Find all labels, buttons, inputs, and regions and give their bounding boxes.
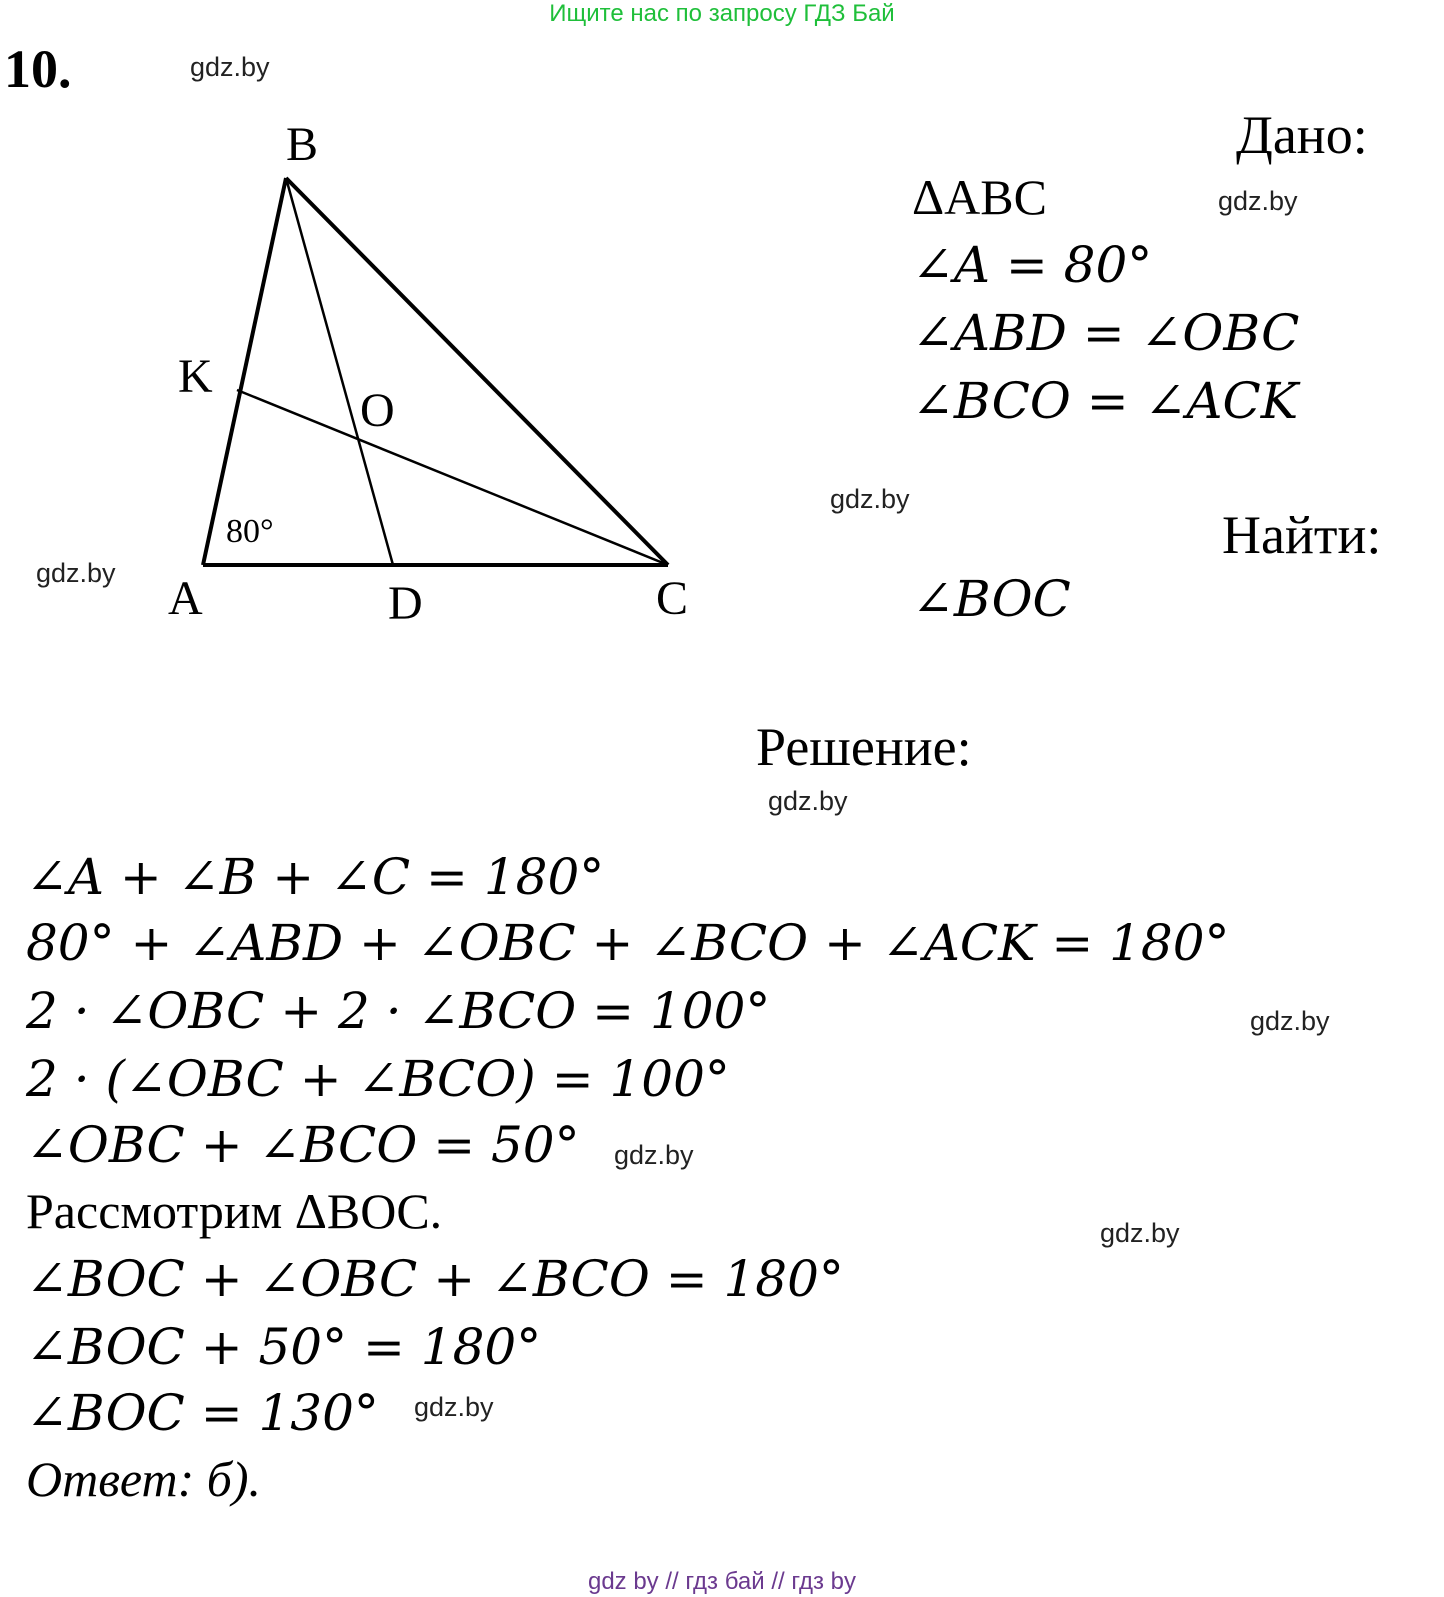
solution-line-7: ∠BOC + ∠OBC + ∠BCO = 180° xyxy=(26,1250,844,1308)
segment-bd xyxy=(286,178,393,565)
watermark: gdz.by xyxy=(1218,186,1298,216)
vertex-label-c: C xyxy=(656,572,689,625)
triangle-figure xyxy=(160,120,720,640)
watermark: gdz.by xyxy=(1100,1218,1180,1248)
given-line-angle-a: ∠A = 80° xyxy=(912,236,1153,294)
solution-line-9: ∠BOC = 130° xyxy=(26,1384,379,1442)
solution-line-3: 2 · ∠OBC + 2 · ∠BCO = 100° xyxy=(26,982,771,1040)
vertex-label-d: D xyxy=(388,577,423,630)
solution-title: Решение: xyxy=(756,717,972,777)
solution-line-2: 80° + ∠ABD + ∠OBC + ∠BCO + ∠ACK = 180° xyxy=(26,914,1230,972)
segment-ck xyxy=(237,390,668,565)
watermark: gdz.by xyxy=(614,1140,694,1170)
watermark: gdz.by xyxy=(190,52,270,82)
find-target: ∠BOC xyxy=(912,570,1071,628)
solution-line-5: ∠OBC + ∠BCO = 50° xyxy=(26,1116,580,1174)
watermark: gdz.by xyxy=(830,484,910,514)
solution-line-4: 2 · (∠OBC + ∠BCO) = 100° xyxy=(26,1050,730,1108)
watermark: gdz.by xyxy=(414,1392,494,1422)
vertex-label-b: B xyxy=(286,120,319,171)
given-line-bco: ∠BCO = ∠ACK xyxy=(912,372,1299,430)
solution-line-8: ∠BOC + 50° = 180° xyxy=(26,1318,542,1376)
solution-line-1: ∠A + ∠B + ∠C = 180° xyxy=(26,848,605,906)
answer-line: Ответ: б). xyxy=(26,1451,262,1507)
side-ab xyxy=(203,178,286,565)
solution-line-6: Рассмотрим ΔBOC. xyxy=(26,1183,443,1239)
given-line-abd: ∠ABD = ∠OBC xyxy=(912,304,1300,362)
vertex-label-k: K xyxy=(178,350,213,403)
find-title: Найти: xyxy=(1222,505,1382,565)
watermark: gdz.by xyxy=(1250,1006,1330,1036)
side-bc xyxy=(286,178,668,565)
watermark: gdz.by xyxy=(36,558,116,588)
problem-number: 10. xyxy=(4,39,72,99)
watermark: gdz.by xyxy=(768,786,848,816)
angle-label-a: 80° xyxy=(226,513,274,550)
given-line-triangle: ΔABC xyxy=(912,169,1047,225)
given-title: Дано: xyxy=(1236,105,1368,165)
vertex-label-a: A xyxy=(168,572,203,625)
vertex-label-o: O xyxy=(360,384,395,437)
top-banner: Ищите нас по запросу ГДЗ Бай xyxy=(549,0,895,27)
footer-links: gdz by // гдз бай // гдз by xyxy=(587,1568,857,1595)
